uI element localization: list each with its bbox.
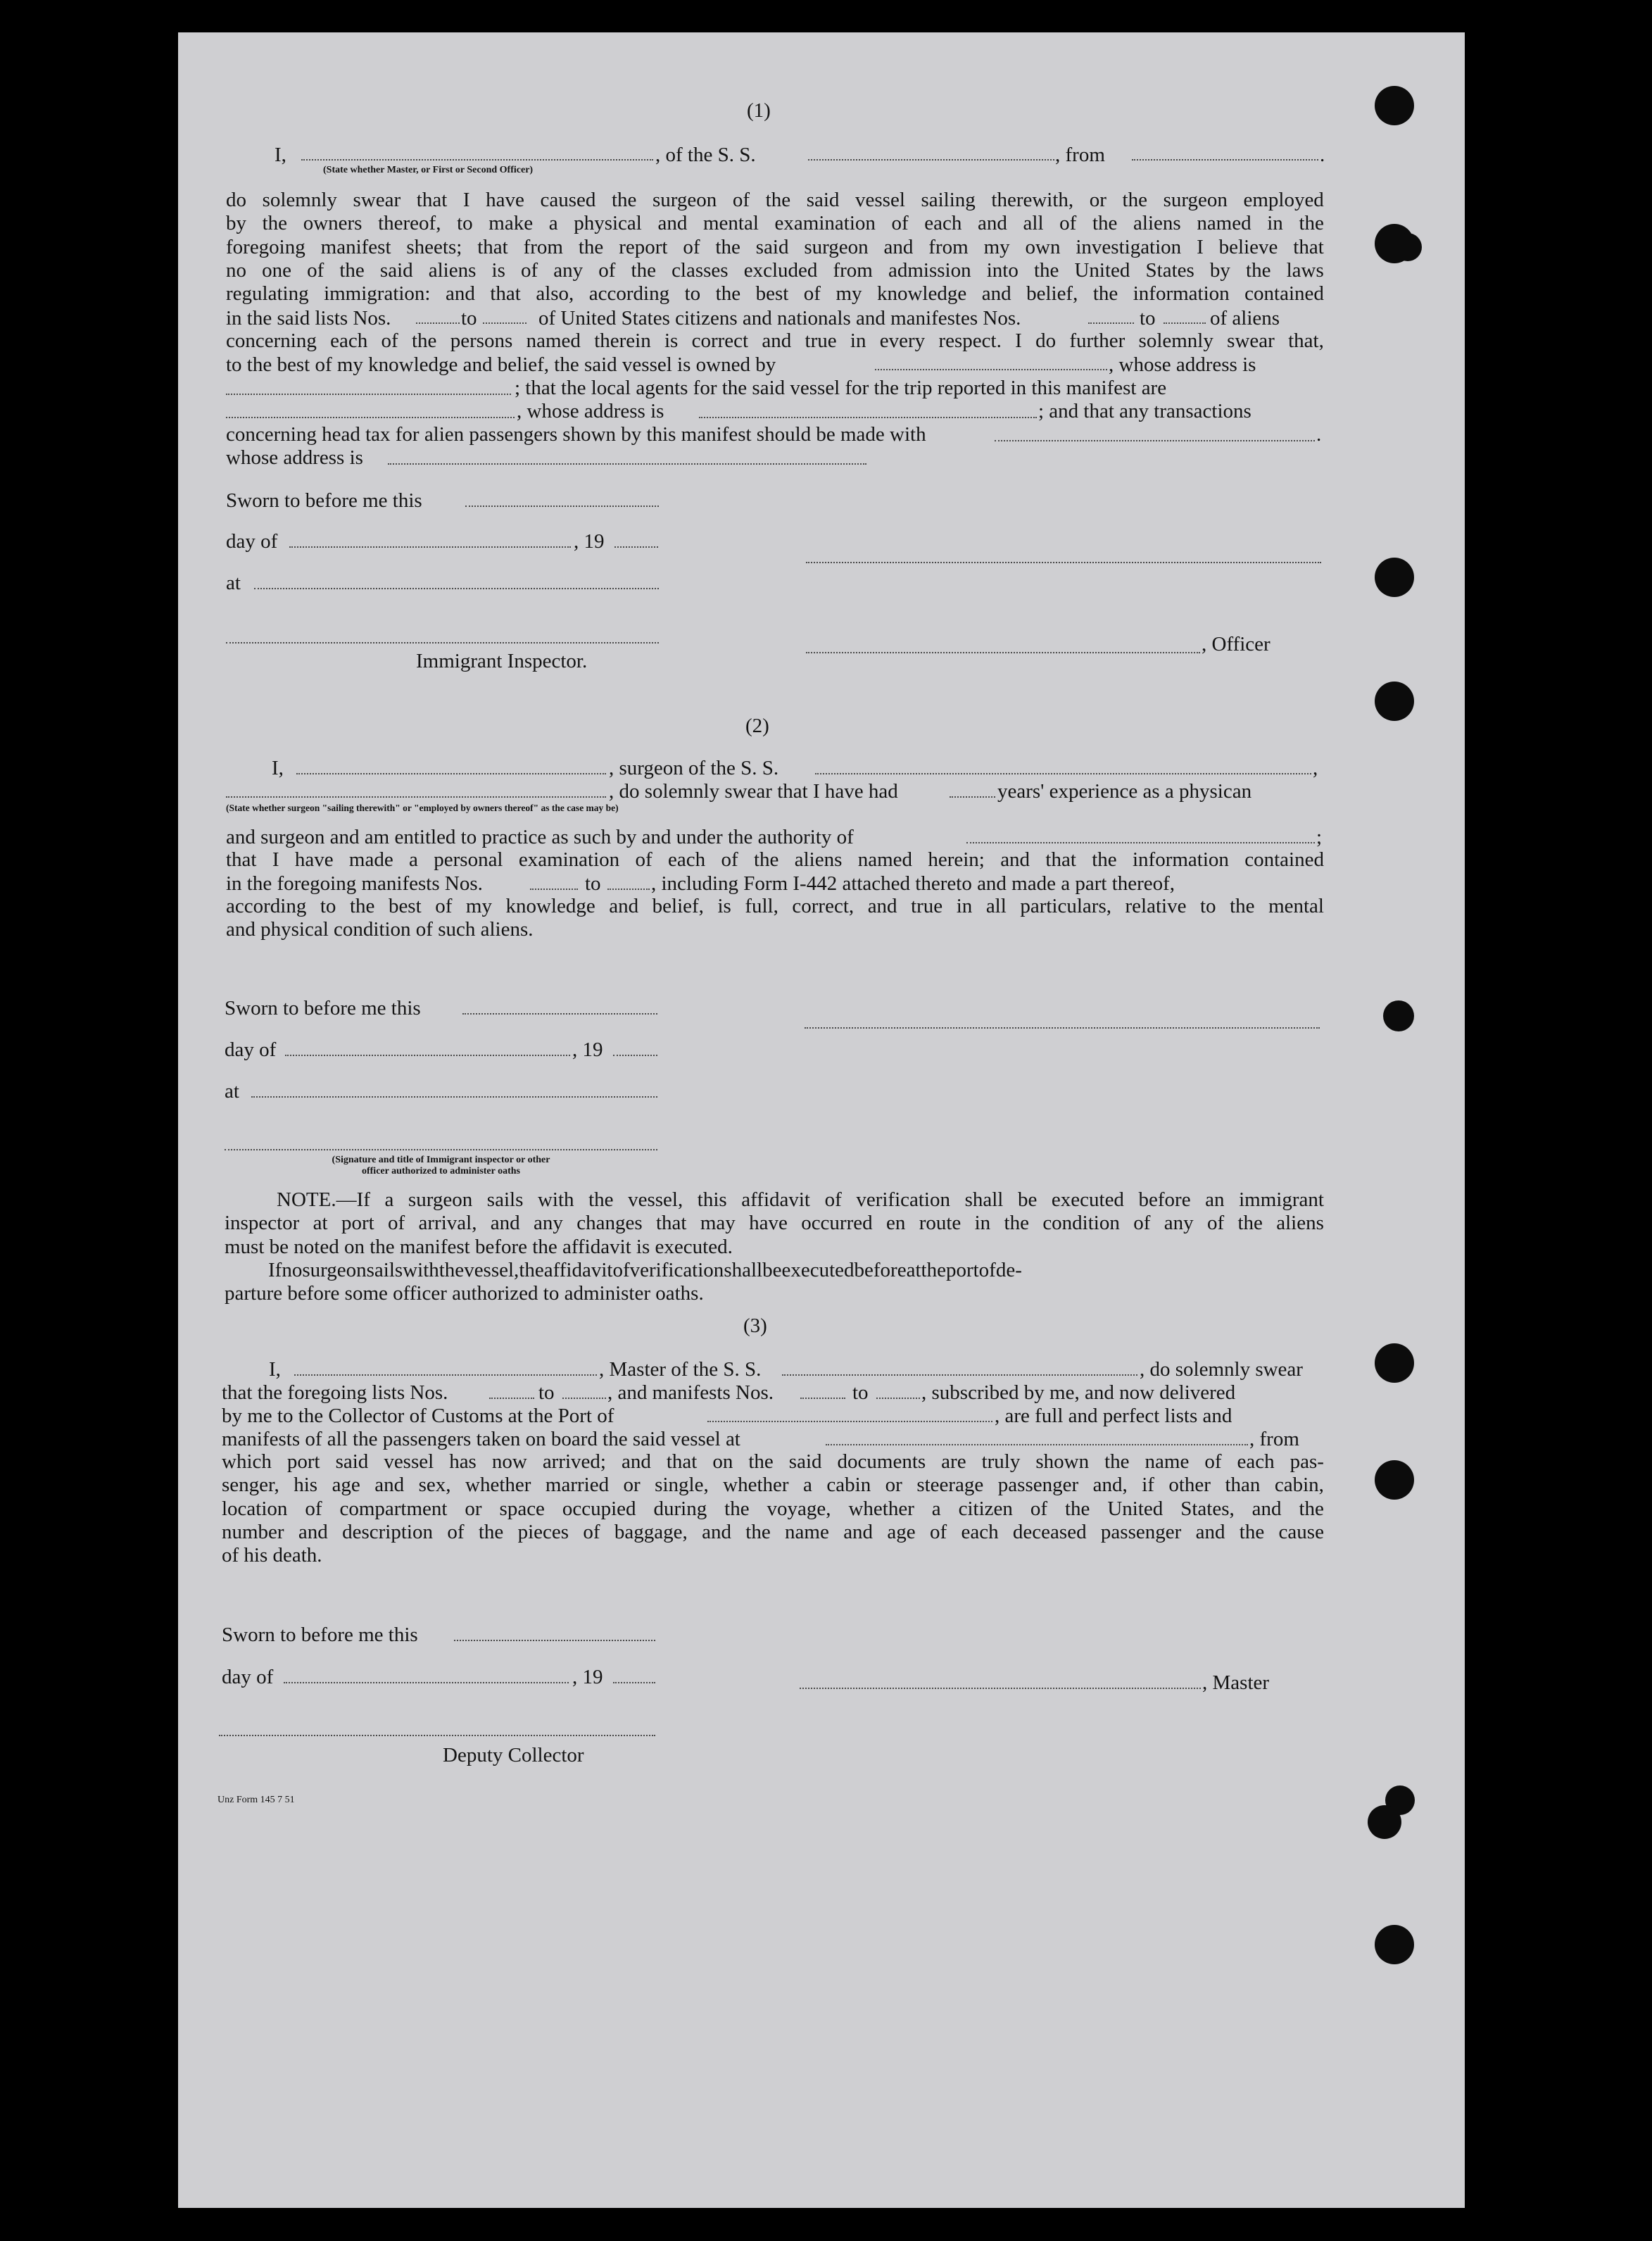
label-immigrant-inspector: Immigrant Inspector. [416, 650, 588, 672]
blank-master-signature[interactable] [800, 1688, 1201, 1689]
label-from: , from [1249, 1428, 1299, 1450]
text-line: NOTE.—If a surgeon sails with the vessel, this affidavit of verification shall be executed before an immigrant [277, 1188, 1324, 1211]
oath-text-5 [222, 1450, 1324, 1567]
blank-manifest-from[interactable] [530, 889, 578, 890]
label-to: to [852, 1381, 869, 1404]
binder-hole [1375, 86, 1414, 125]
label-sworn: Sworn to before me this [222, 1624, 418, 1646]
label-subscribed: , subscribed by me, and now delivered [921, 1381, 1236, 1404]
oath-text-3 [226, 848, 1324, 872]
label-deputy-collector: Deputy Collector [443, 1744, 584, 1766]
label-i: I, [272, 757, 284, 779]
label-day-of: day of [226, 530, 278, 553]
blank-port[interactable] [707, 1421, 992, 1422]
blank-head-tax-address[interactable] [388, 463, 866, 465]
form-sheet [178, 32, 1465, 2208]
blank-manifest-from[interactable] [800, 1398, 845, 1399]
oath-text-4 [226, 895, 1324, 942]
label-day-of: day of [222, 1666, 274, 1688]
label-of-aliens: of aliens [1210, 307, 1280, 329]
text-line: foregoing manifest sheets; that from the report of the said surgeon and from my own investigation I believe that [226, 235, 1324, 258]
blank-sworn-date[interactable] [465, 506, 659, 507]
label-year: , 19 [572, 1666, 603, 1688]
blank-from-port[interactable] [1132, 159, 1318, 161]
blank-manifest-to[interactable] [876, 1398, 920, 1399]
label-years-experience: years' experience as a physican [997, 780, 1252, 803]
label-i: I, [269, 1358, 281, 1381]
blank-agent-address[interactable] [699, 417, 1037, 418]
form-number: Unz Form 145 7 51 [217, 1795, 295, 1805]
text-line: inspector at port of arrival, and any changes that may have occurred en route in the condition of any of the aliens [225, 1212, 1324, 1235]
signature-note-line: (Signature and title of Immigrant inspector or other [332, 1155, 550, 1165]
blank-collector-signature[interactable] [219, 1735, 655, 1736]
text-line: parture before some officer authorized to administer oaths. [225, 1282, 704, 1305]
blank-month[interactable] [284, 1682, 569, 1683]
blank-sworn-date[interactable] [454, 1640, 655, 1641]
label-form-i442: , including Form I-442 attached thereto and made a part thereof, [651, 872, 1175, 895]
text-line: number and description of the pieces of baggage, and the name and age of each deceased passenger and the cause [222, 1520, 1324, 1543]
label-surgeon-of: , surgeon of the S. S. [609, 757, 779, 779]
label-transactions: ; and that any transactions [1038, 400, 1251, 422]
blank-place[interactable] [251, 1096, 657, 1098]
blank-agent[interactable] [226, 417, 515, 418]
label-period: . [1316, 423, 1322, 446]
binder-hole [1375, 1343, 1414, 1383]
binder-hole [1375, 1925, 1414, 1964]
label-solemnly-swear: , do solemnly swear [1140, 1358, 1303, 1381]
label-sworn: Sworn to before me this [226, 489, 422, 512]
label-master-of: , Master of the S. S. [599, 1358, 762, 1381]
text-line: regulating immigration: and that also, according to the best of my knowledge and belief, the information contained [226, 282, 1324, 306]
label-day-of: day of [225, 1038, 277, 1061]
label-solemnly-swear: , do solemnly swear that I have had [609, 780, 898, 803]
label-comma: , [1313, 757, 1318, 779]
label-whose-address: whose address is [226, 446, 363, 469]
blank-surgeon-name[interactable] [296, 773, 606, 774]
blank-officer-signature[interactable] [806, 562, 1321, 563]
blank-officer-title[interactable] [806, 652, 1200, 653]
section-number: (1) [747, 99, 771, 122]
blank-master-name[interactable] [294, 1374, 597, 1376]
label-lists-nos: that the foregoing lists Nos. [222, 1381, 448, 1404]
note-paragraph [225, 1188, 1324, 1305]
blank-years[interactable] [950, 796, 995, 798]
blank-surgeon-status[interactable] [226, 796, 606, 798]
blank-inspector-signature[interactable] [226, 642, 659, 644]
signature-note [225, 1155, 657, 1177]
binder-hole [1375, 1460, 1414, 1500]
blank-year[interactable] [613, 1055, 657, 1056]
oath-text-1 [226, 189, 1324, 306]
signature-note-line: officer authorized to administer oaths [361, 1166, 520, 1176]
label-to: to [585, 872, 601, 895]
text-line: must be noted on the manifest before the affidavit is executed. [225, 1235, 733, 1258]
binder-hole [1375, 682, 1414, 721]
label-master: , Master [1202, 1671, 1270, 1694]
blank-officer-name[interactable] [301, 159, 653, 161]
surgeon-note: (State whether surgeon "sailing therewith" or "employed by owners thereof" as the case may be) [226, 803, 619, 813]
text-line: no one of the said aliens is of any of the classes excluded from admission into the United States by the laws [226, 258, 1324, 282]
label-whose-address: , whose address is [1109, 353, 1256, 376]
label-i: I, [275, 144, 286, 166]
label-lists-nos: in the said lists Nos. [226, 307, 391, 329]
text-line: according to the best of my knowledge and belief, is full, correct, and true in all particulars, relative to the mental [226, 895, 1324, 917]
text-line: and physical condition of such aliens. [226, 918, 534, 941]
label-sworn: Sworn to before me this [225, 997, 421, 1019]
label-head-tax: concerning head tax for alien passengers shown by this manifest should be made with [226, 423, 926, 446]
text-line: which port said vessel has now arrived; and that on the said documents are truly shown the name of each pas- [222, 1450, 1324, 1473]
blank-place[interactable] [254, 588, 659, 589]
blank-year[interactable] [613, 1682, 655, 1683]
blank-surgeon-signature[interactable] [805, 1027, 1320, 1029]
officer-note: (State whether Master, or First or Second Officer) [323, 165, 534, 175]
text-line: Ifnosurgeonsailswiththevessel,theaffidavitofverificationshallbeexecutedbeforeattheportofde- [268, 1258, 1022, 1281]
label-whose-address: , whose address is [517, 400, 664, 422]
text-line: do solemnly swear that I have caused the surgeon of the said vessel sailing therewith, or the surgeon employed [226, 189, 1324, 211]
label-year: , 19 [574, 530, 605, 553]
text-line: concerning each of the persons named therein is correct and true in every respect. I do further solemnly swear that, [226, 329, 1324, 352]
blank-manifest-to[interactable] [1164, 322, 1206, 324]
label-perfect-lists: , are full and perfect lists and [995, 1405, 1232, 1427]
blank-authority[interactable] [966, 842, 1315, 843]
label-to: to [461, 307, 477, 329]
label-year: , 19 [572, 1038, 603, 1061]
label-period: . [1320, 144, 1325, 166]
blank-ship-name[interactable] [782, 1374, 1137, 1376]
blank-owner-address[interactable] [226, 394, 511, 395]
label-from: , from [1055, 144, 1105, 166]
binder-hole [1368, 1805, 1401, 1839]
blank-manifest-from[interactable] [1088, 322, 1134, 324]
label-port-of: by me to the Collector of Customs at the Port of [222, 1405, 614, 1427]
blank-head-tax[interactable] [995, 440, 1315, 441]
label-manifests-nos: , and manifests Nos. [607, 1381, 774, 1404]
label-officer: , Officer [1202, 633, 1270, 655]
text-line: senger, his age and sex, whether married or single, whether a cabin or steerage passenger and, if other than cabin, [222, 1474, 1324, 1497]
blank-sworn-date[interactable] [462, 1013, 657, 1015]
label-owned-by: to the best of my knowledge and belief, the said vessel is owned by [226, 353, 776, 376]
text-line: location of compartment or space occupied during the voyage, whether a citizen of the United States, and the [222, 1497, 1324, 1520]
label-at: at [225, 1080, 239, 1103]
section-number: (2) [745, 715, 769, 737]
blank-owner[interactable] [875, 369, 1107, 370]
blank-year[interactable] [614, 546, 658, 548]
text-line: that I have made a personal examination of each of the aliens named herein; and that the information contained [226, 848, 1324, 871]
blank-list-from[interactable] [416, 322, 460, 324]
text-line: of his death. [222, 1544, 322, 1567]
blank-manifest-to[interactable] [607, 889, 650, 890]
binder-hole [1375, 558, 1414, 597]
binder-hole [1394, 233, 1422, 261]
text-line: by the owners thereof, to make a physical and mental examination of each and all of the aliens named in the [226, 212, 1324, 235]
blank-month[interactable] [285, 1055, 570, 1056]
label-local-agents: ; that the local agents for the said vessel for the trip reported in this manifest are [515, 377, 1167, 399]
label-manifests-nos: in the foregoing manifests Nos. [226, 872, 483, 895]
blank-ship-name[interactable] [815, 773, 1311, 774]
blank-list-from[interactable] [489, 1398, 534, 1399]
blank-list-to[interactable] [483, 322, 527, 324]
blank-list-to[interactable] [562, 1398, 606, 1399]
label-of-ss: , of the S. S. [655, 144, 756, 166]
blank-ship-name[interactable] [808, 159, 1054, 161]
label-us-citizens: of United States citizens and nationals and manifestes Nos. [538, 307, 1021, 329]
section-number: (3) [743, 1314, 767, 1337]
label-to: to [1140, 307, 1156, 329]
label-to: to [538, 1381, 555, 1404]
label-at: at [226, 572, 241, 594]
blank-inspector-signature[interactable] [225, 1149, 657, 1150]
label-semicolon: ; [1316, 826, 1323, 848]
binder-hole [1383, 1000, 1414, 1031]
oath-text-2 [226, 329, 1324, 353]
blank-month[interactable] [289, 546, 571, 548]
label-authority: and surgeon and am entitled to practice as such by and under the authority of [226, 826, 854, 848]
label-taken-on-board: manifests of all the passengers taken on board the said vessel at [222, 1428, 740, 1450]
blank-embark-port[interactable] [826, 1444, 1248, 1445]
